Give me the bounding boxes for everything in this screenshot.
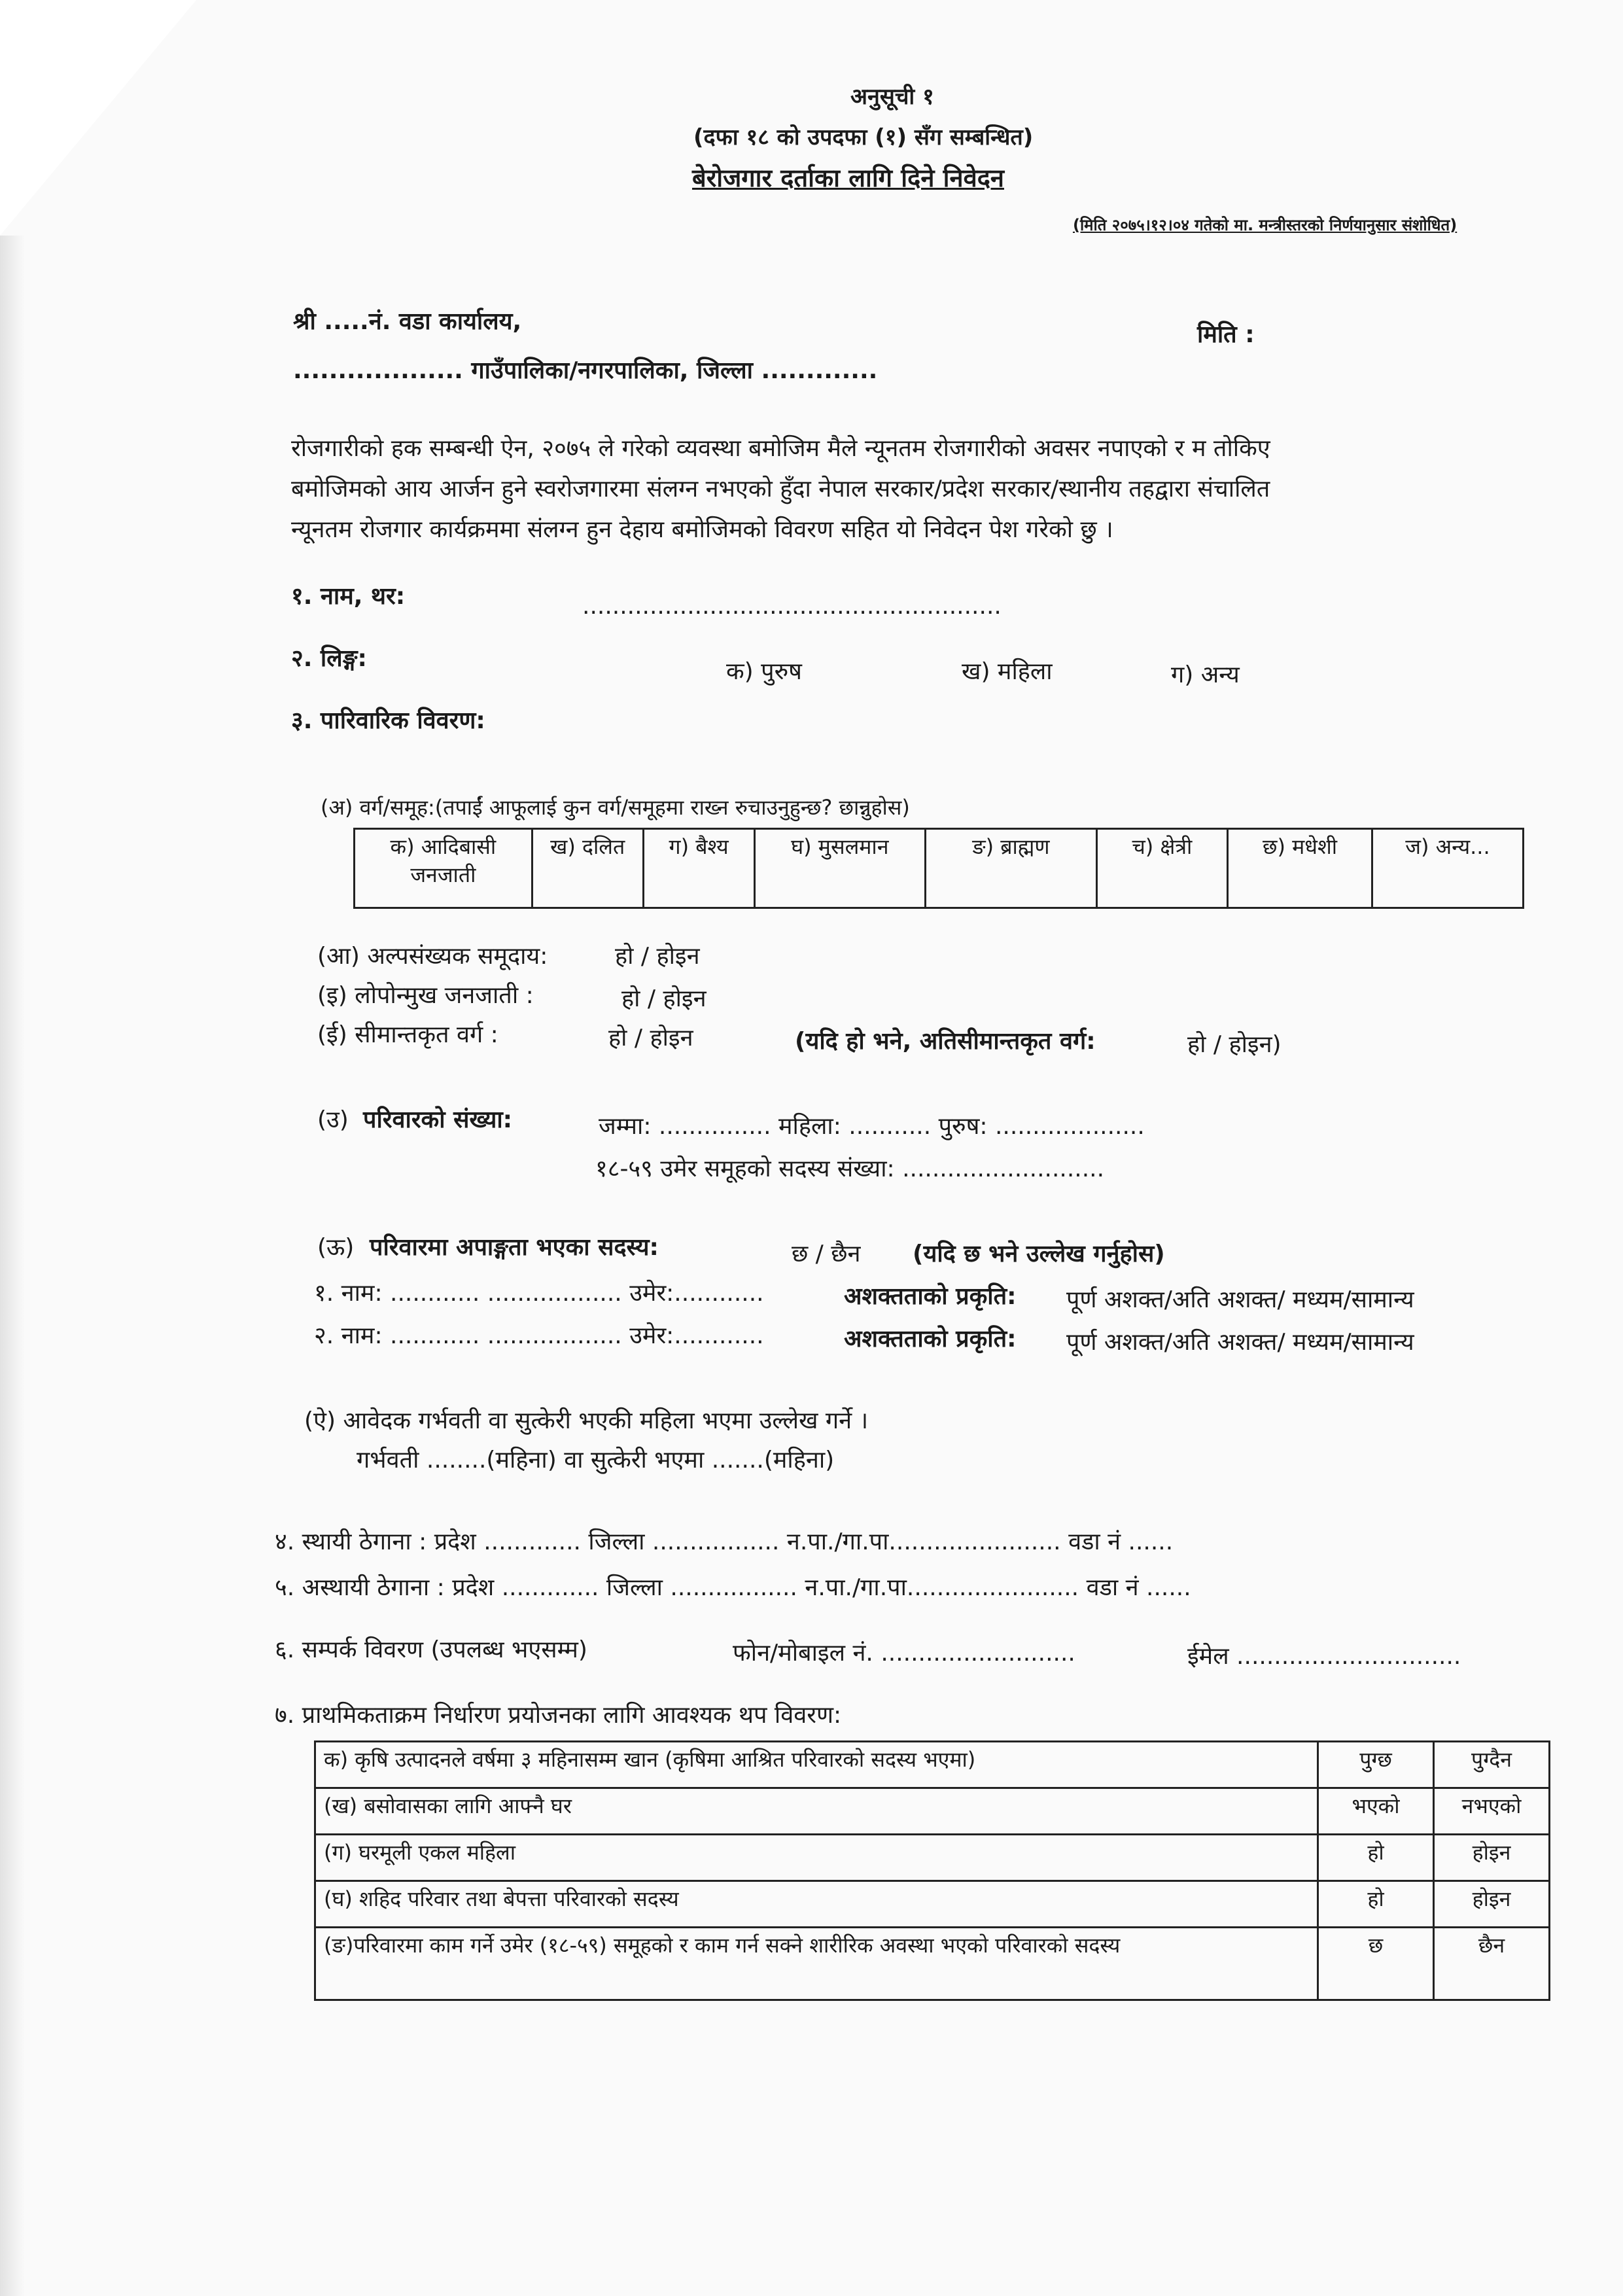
priority-no[interactable]: होइन: [1434, 1835, 1550, 1881]
municipality-line: ................... गाउँपालिका/नगरपालिका, जिल्ला .............: [293, 357, 878, 384]
family-count-label: परिवारको संख्या:: [363, 1106, 513, 1133]
amendment-note: (मिति २०७५।१२।०४ गतेको मा. मन्त्रीस्तरको निर्णयानुसार संशोधित): [1073, 216, 1457, 234]
permanent-address[interactable]: ४. स्थायी ठेगाना : प्रदेश ............. जिल्ला ................. न.पा./गा.पा....................... वडा नं ......: [275, 1528, 1174, 1555]
priority-yes[interactable]: हो: [1318, 1835, 1434, 1881]
gender-label: २. लिङ्ग:: [291, 645, 367, 672]
priority-row: [315, 1835, 1550, 1881]
family-details-heading: ३. पारिवारिक विवरण:: [291, 707, 485, 734]
gender-option-female[interactable]: ख) महिला: [962, 658, 1053, 685]
disabled-member-1[interactable]: १. नाम: ............ .................. उमेर:............: [314, 1280, 764, 1307]
priority-criterion: (ख) बसोवासका लागि आफ्नै घर: [315, 1788, 1318, 1835]
schedule-heading: अनुसूची १: [850, 84, 934, 110]
ward-office-line: श्री .....नं. वडा कार्यालय,: [293, 308, 522, 335]
folded-corner: [0, 0, 196, 236]
endangered-label: (इ) लोपोन्मुख जनजाती :: [317, 982, 534, 1009]
disability-answer[interactable]: छ / छैन: [792, 1241, 861, 1267]
minority-answer[interactable]: हो / होइन: [615, 943, 700, 970]
name-label: १. नाम, थर:: [291, 583, 406, 610]
reference-heading: (दफा १८ को उपदफा (१) सँग सम्बन्धित): [693, 124, 1034, 150]
priority-yes[interactable]: छ: [1318, 1928, 1434, 2000]
temporary-address[interactable]: ५. अस्थायी ठेगाना : प्रदेश ............. जिल्ला ................. न.पा./गा.पा....................... वडा नं ......: [275, 1574, 1191, 1601]
intro-line: न्यूनतम रोजगार कार्यक्रममा संलग्न हुन देहाय बमोजिमको विवरण सहित यो निवेदन पेश गरेको छु ।: [291, 516, 1113, 543]
priority-criterion: (ङ)परिवारमा काम गर्ने उमेर (१८-५९) समूहको र काम गर्न सक्ने शारीरिक अवस्था भएको परिवारको सदस्य: [315, 1928, 1318, 2000]
priority-yes[interactable]: हो: [1318, 1881, 1434, 1928]
caste-prompt: (अ) वर्ग/समूह:(तपाईं आफूलाई कुन वर्ग/समूहमा राख्न रुचाउनुहुन्छ? छान्नुहोस): [321, 795, 910, 820]
priority-criterion: क) कृषि उत्पादनले वर्षमा ३ महिनासम्म खान (कृषिमा आश्रित परिवारको सदस्य भएमा): [315, 1742, 1318, 1788]
ultra-marginalized-answer[interactable]: हो / होइन): [1187, 1031, 1282, 1058]
priority-no[interactable]: छैन: [1434, 1928, 1550, 2000]
disability-label: परिवारमा अपाङ्गता भएका सदस्य:: [370, 1234, 659, 1261]
marginalized-answer[interactable]: हो / होइन: [608, 1025, 693, 1051]
disability-nature-options-1[interactable]: पूर्ण अशक्त/अति अशक्त/ मध्यम/सामान्य: [1066, 1286, 1414, 1313]
priority-heading: ७. प्राथमिकताक्रम निर्धारण प्रयोजनका लागि आवश्यक थप विवरण:: [275, 1702, 842, 1729]
minority-label: (आ) अल्पसंख्यक समूदाय:: [317, 943, 548, 970]
caste-option[interactable]: ज) अन्य...: [1372, 829, 1523, 908]
priority-row: [315, 1788, 1550, 1835]
pregnancy-instruction: (ऐ) आवेदक गर्भवती वा सुत्केरी भएकी महिला भएमा उल्लेख गर्ने ।: [304, 1407, 869, 1434]
priority-row: [315, 1928, 1550, 2000]
name-field[interactable]: ........................................................: [582, 593, 1002, 620]
disability-nature-label-1: अशक्तताको प्रकृति:: [844, 1283, 1017, 1310]
disabled-member-2[interactable]: २. नाम: ............ .................. उमेर:............: [314, 1322, 764, 1349]
intro-line: बमोजिमको आय आर्जन हुने स्वरोजगारमा संलग्न नभएको हुँदा नेपाल सरकार/प्रदेश सरकार/स्थानीय तहद्वारा संचालित: [291, 476, 1270, 503]
intro-line: रोजगारीको हक सम्बन्धी ऐन, २०७५ ले गरेको व्यवस्था बमोजिम मैले न्यूनतम रोजगारीको अवसर नपाएको र म तोकिए: [291, 435, 1270, 462]
form-title: बेरोजगार दर्ताका लागि दिने निवेदन: [692, 164, 1004, 192]
phone-field[interactable]: फोन/मोबाइल नं. ..........................: [733, 1640, 1075, 1667]
disability-instruction: (यदि छ भने उल्लेख गर्नुहोस): [913, 1241, 1165, 1267]
intro-paragraph: [291, 429, 1554, 550]
gender-option-male[interactable]: क) पुरुष: [726, 658, 802, 685]
disability-prefix: (ऊ): [317, 1234, 355, 1261]
caste-option[interactable]: ग) बैश्य: [643, 829, 754, 908]
caste-option[interactable]: ख) दलित: [532, 829, 643, 908]
priority-no[interactable]: होइन: [1434, 1881, 1550, 1928]
disability-nature-options-2[interactable]: पूर्ण अशक्त/अति अशक्त/ मध्यम/सामान्य: [1066, 1329, 1414, 1356]
pregnancy-fields[interactable]: गर्भवती ........(महिना) वा सुत्केरी भएमा .......(महिना): [357, 1447, 835, 1474]
date-label: मिति :: [1197, 321, 1255, 348]
caste-option[interactable]: छ) मधेशी: [1228, 829, 1372, 908]
working-age-count[interactable]: १८-५९ उमेर समूहको सदस्य संख्या: ...........................: [595, 1156, 1105, 1182]
marginalized-label: (ई) सीमान्तकृत वर्ग :: [317, 1021, 498, 1048]
ultra-marginalized-label: (यदि हो भने, अतिसीमान्तकृत वर्ग:: [795, 1028, 1096, 1055]
priority-yes[interactable]: पुग्छ: [1318, 1742, 1434, 1788]
caste-option[interactable]: क) आदिबासी जनजाती: [355, 829, 532, 908]
page-edge-shadow: [0, 236, 25, 2296]
caste-option[interactable]: च) क्षेत्री: [1096, 829, 1227, 908]
caste-table: [353, 828, 1524, 909]
priority-criterion: (घ) शहिद परिवार तथा बेपत्ता परिवारको सदस्य: [315, 1881, 1318, 1928]
family-count-prefix: (उ): [317, 1106, 349, 1133]
endangered-answer[interactable]: हो / होइन: [621, 985, 707, 1012]
priority-criterion: (ग) घरमूली एकल महिला: [315, 1835, 1318, 1881]
gender-option-other[interactable]: ग) अन्य: [1171, 662, 1240, 688]
priority-row: [315, 1881, 1550, 1928]
caste-option[interactable]: घ) मुसलमान: [754, 829, 926, 908]
disability-nature-label-2: अशक्तताको प्रकृति:: [844, 1326, 1017, 1352]
priority-no[interactable]: पुग्दैन: [1434, 1742, 1550, 1788]
caste-row: [355, 829, 1524, 908]
family-count-fields[interactable]: जम्मा: ............... महिला: ........... पुरुष: ....................: [599, 1113, 1145, 1140]
priority-table: [314, 1740, 1550, 2001]
priority-no[interactable]: नभएको: [1434, 1788, 1550, 1835]
priority-row: [315, 1742, 1550, 1788]
priority-yes[interactable]: भएको: [1318, 1788, 1434, 1835]
email-field[interactable]: ईमेल ..............................: [1187, 1643, 1461, 1670]
caste-option[interactable]: ङ) ब्राह्मण: [926, 829, 1097, 908]
contact-label: ६. सम्पर्क विवरण (उपलब्ध भएसम्म): [275, 1636, 587, 1663]
